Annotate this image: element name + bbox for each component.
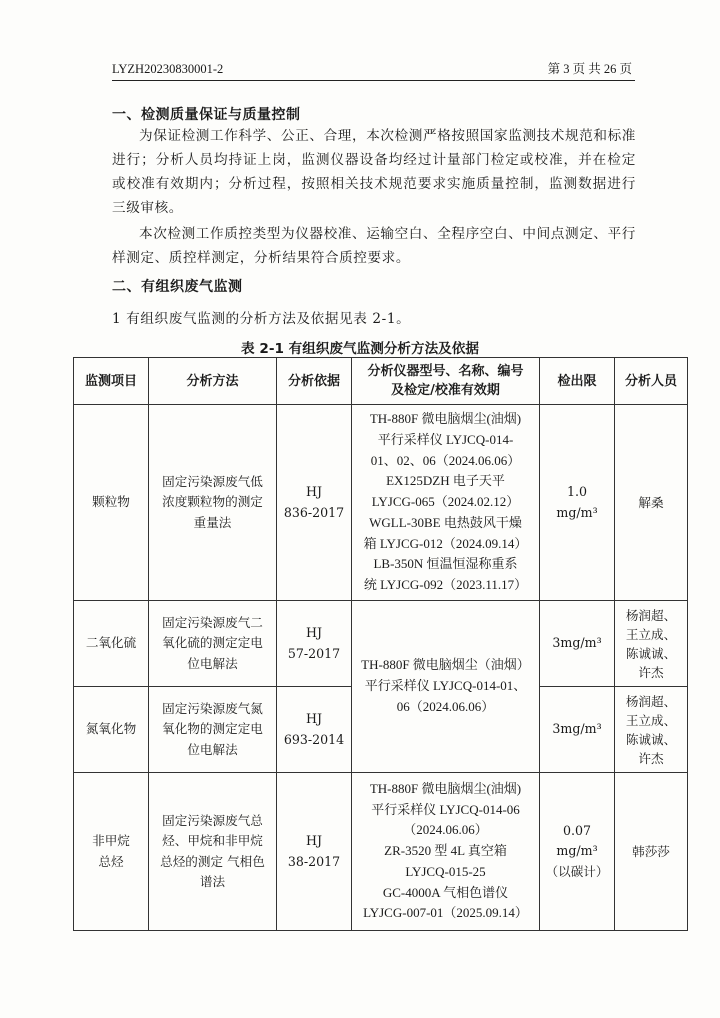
section-heading-exhaust: 二、有组织废气监测 xyxy=(112,279,243,295)
cell-instrument-shared: TH-880F 微电脑烟尘（油烟） 平行采样仪 LYJCQ-014-01、 06（2024.06.06） xyxy=(352,601,540,773)
cell-item: 非甲烷 总烃 xyxy=(74,773,149,931)
cell-item: 氮氧化物 xyxy=(74,687,149,773)
cell-analyst: 杨润超、 王立成、 陈诚诚、 许杰 xyxy=(615,687,688,773)
table-row xyxy=(74,405,688,601)
cell-item: 颗粒物 xyxy=(74,405,149,601)
quality-paragraph-2: 本次检测工作质控类型为仪器校准、运输空白、全程序空白、中间点测定、平行样测定、质控样测定，分析结果符合质控要求。 xyxy=(112,226,636,266)
header-basis: 分析依据 xyxy=(277,358,352,405)
document-id: LYZH20230830001-2 xyxy=(112,62,224,76)
table-caption: 表 2-1 有组织废气监测分析方法及依据 xyxy=(241,341,479,357)
quality-paragraph-1: 为保证检测工作科学、公正、合理，本次检测严格按照国家监测技术规范和标准进行；分析人员均持证上岗，监测仪器设备均经过计量部门检定或校准，并在检定或校准有效期内；分析过程，按照相关技术规范要求实施质量控制，监测数据进行三级审核。 xyxy=(112,128,636,216)
cell-method: 固定污染源废气低浓度颗粒物的测定 重量法 xyxy=(149,405,277,601)
cell-analyst: 韩莎莎 xyxy=(615,773,688,931)
table-row xyxy=(74,773,688,931)
page-header xyxy=(112,59,632,77)
cell-limit: 3mg/m³ xyxy=(540,687,615,773)
cell-method: 固定污染源废气氮氧化物的测定定电位电解法 xyxy=(149,687,277,773)
cell-limit: 3mg/m³ xyxy=(540,601,615,687)
cell-basis: HJ 693-2014 xyxy=(277,687,352,773)
header-item: 监测项目 xyxy=(74,358,149,405)
cell-analyst: 解桑 xyxy=(615,405,688,601)
cell-item: 二氧化硫 xyxy=(74,601,149,687)
header-limit: 检出限 xyxy=(540,358,615,405)
header-instrument: 分析仪器型号、名称、编号 及检定/校准有效期 xyxy=(352,358,540,405)
cell-limit: 1.0 mg/m³ xyxy=(540,405,615,601)
cell-instrument: TH-880F 微电脑烟尘(油烟) 平行采样仪 LYJCQ-014- 01、02、06（2024.06.06） EX125DZH 电子天平 LYJCG-065（2024.02.12） WGLL-30BE 电热鼓风干燥 箱 LYJCG-012（2024.09.14） LB-350N 恒温恒湿称重系 统 LYJCG-092（2023.11.17） xyxy=(352,405,540,601)
table-header-row xyxy=(74,358,688,405)
cell-limit: 0.07 mg/m³ （以碳计） xyxy=(540,773,615,931)
table-row xyxy=(74,601,688,687)
header-divider xyxy=(112,80,635,81)
cell-analyst: 杨润超、 王立成、 陈诚诚、 许杰 xyxy=(615,601,688,687)
page-number: 第 3 页 共 26 页 xyxy=(547,62,632,76)
cell-instrument: TH-880F 微电脑烟尘(油烟) 平行采样仪 LYJCQ-014-06 （2024.06.06） ZR-3520 型 4L 真空箱 LYJCQ-015-25 GC-4000A 气相色谱仪 LYJCG-007-01（2025.09.14） xyxy=(352,773,540,931)
section-heading-quality: 一、检测质量保证与质量控制 xyxy=(112,107,301,123)
header-analyst: 分析人员 xyxy=(615,358,688,405)
cell-basis: HJ 57-2017 xyxy=(277,601,352,687)
cell-basis: HJ 836-2017 xyxy=(277,405,352,601)
cell-method: 固定污染源废气二氧化硫的测定定电位电解法 xyxy=(149,601,277,687)
header-method: 分析方法 xyxy=(149,358,277,405)
cell-basis: HJ 38-2017 xyxy=(277,773,352,931)
table-intro-text: 1 有组织废气监测的分析方法及依据见表 2-1。 xyxy=(112,311,411,327)
methods-table xyxy=(73,357,688,931)
cell-method: 固定污染源废气总烃、甲烷和非甲烷总烃的测定 气相色谱法 xyxy=(149,773,277,931)
